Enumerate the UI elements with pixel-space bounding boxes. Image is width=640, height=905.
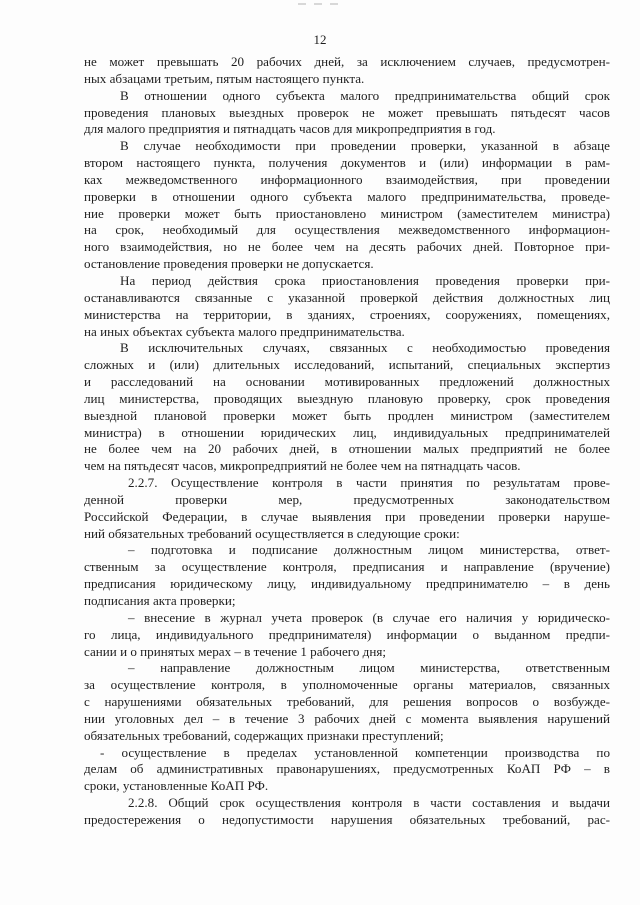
text-line: нии уголовных дел – в течение 3 рабочих дней с момента выявления нарушений: [84, 710, 610, 726]
text-line: для малого предприятия и пятнадцать часов для микропредприятия в год.: [84, 121, 496, 137]
text-line: министра) в отношении юридических лиц, индивидуальных предпринимателей: [84, 424, 610, 440]
text-line: ного взаимодействия, но не более чем на десять рабочих дней. Повторное при-: [84, 239, 610, 255]
text-line: и расследований на основании мотивированных предложений должностных: [84, 374, 610, 390]
text-line: обязательных требований, содержащих признаки преступлений;: [84, 727, 444, 743]
text-line: министерства на территории, в зданиях, строениях, сооружениях, помещениях,: [84, 306, 610, 322]
text-line: В случае необходимости при проведении проверки, указанной в абзаце: [120, 138, 610, 154]
text-line: на срок, необходимый для осуществления межведомственного информацион-: [84, 222, 610, 238]
text-line: го лица, индивидуального предпринимателя) информации о выданном предпи-: [84, 626, 610, 642]
text-line: ных абзацами третьим, пятым настоящего пункта.: [84, 70, 365, 86]
text-line: – направление должностным лицом министерства, ответственным: [128, 660, 610, 676]
scan-artifact: [298, 3, 338, 5]
text-line: ний обязательных требований осуществляется в следующие сроки:: [84, 525, 460, 541]
text-line: – внесение в журнал учета проверок (в случае его наличия у юридическо-: [128, 609, 610, 625]
text-line: лиц министерства, проводящих выездную плановую проверку, срок проведения: [84, 390, 610, 406]
text-line: подписания акта проверки;: [84, 593, 236, 608]
text-line: не может превышать 20 рабочих дней, за исключением случаев, предусмотрен-: [84, 54, 610, 69]
text-line: сроки, установленные КоАП РФ.: [84, 778, 269, 794]
text-line: 2.2.8. Общий срок осуществления контроля в части составления и выдачи: [128, 795, 610, 811]
text-line: 2.2.7. Осуществление контроля в части принятия по результатам прове-: [128, 475, 610, 491]
text-line: останавливаются связанные с указанной проверкой действия должностных лиц: [84, 289, 610, 305]
text-line: за осуществление контроля, в уполномоченные органы материалов, связанных: [84, 677, 610, 693]
text-line: ственным за осуществление контроля, предписания и направление (вручение): [84, 559, 610, 575]
text-line: остановление проведения проверки не допускается.: [84, 256, 374, 272]
text-line: сложных и (или) длительных исследований, испытаний, специальных экспертиз: [84, 357, 610, 373]
text-line: В отношении одного субъекта малого предпринимательства общий срок: [120, 87, 610, 103]
text-line: ние проверки может быть приостановлено министром (заместителем министра): [84, 205, 610, 221]
text-line: денной проверки мер, предусмотренных законодательством: [84, 491, 610, 507]
text-line: В исключительных случаях, связанных с необходимостью проведения: [120, 340, 610, 356]
text-line: делам об административных правонарушениях, предусмотренных КоАП РФ – в: [84, 761, 610, 777]
text-line: на иных объектах субъекта малого предпринимательства.: [84, 323, 405, 339]
text-line: - осуществление в пределах установленной компетенции производства по: [100, 744, 610, 760]
text-line: сании и о принятых мерах – в течение 1 рабочего дня;: [84, 643, 387, 659]
text-line: предписания юридическому лицу, индивидуальному предпринимателю – в день: [84, 576, 610, 592]
text-line: чем на пятьдесят часов, микропредприятий не более чем на пятнадцать часов.: [84, 458, 521, 474]
text-line: с нарушениями обязательных требований, для решения вопросов о возбужде-: [84, 694, 610, 710]
text-line: втором настоящего пункта, получения документов и (или) информации в рам-: [84, 155, 610, 171]
page-number: 12: [313, 32, 327, 47]
text-line: предостережения о недопустимости нарушения обязательных требований, рас-: [84, 811, 610, 827]
text-line: Российской Федерации, в случае выявления при проведении проверки наруше-: [84, 508, 610, 524]
text-line: выездной плановой проверки может быть продлен министром (заместителем: [84, 407, 610, 423]
text-line: проверки в отношении одного субъекта малого предпринимательства, проведе-: [84, 188, 610, 204]
text-line: не более чем на 20 рабочих дней, в отношении малых предприятий не более: [84, 441, 610, 457]
document-body: [84, 54, 610, 829]
text-line: ках межведомственного информационного взаимодействия, при проведении: [84, 171, 610, 187]
text-line: На период действия срока приостановления проведения проверки при-: [120, 272, 610, 288]
text-line: – подготовка и подписание должностным лицом министерства, ответ-: [128, 542, 610, 558]
text-line: проведения плановых выездных проверок не может превышать пятьдесят часов: [84, 104, 610, 120]
